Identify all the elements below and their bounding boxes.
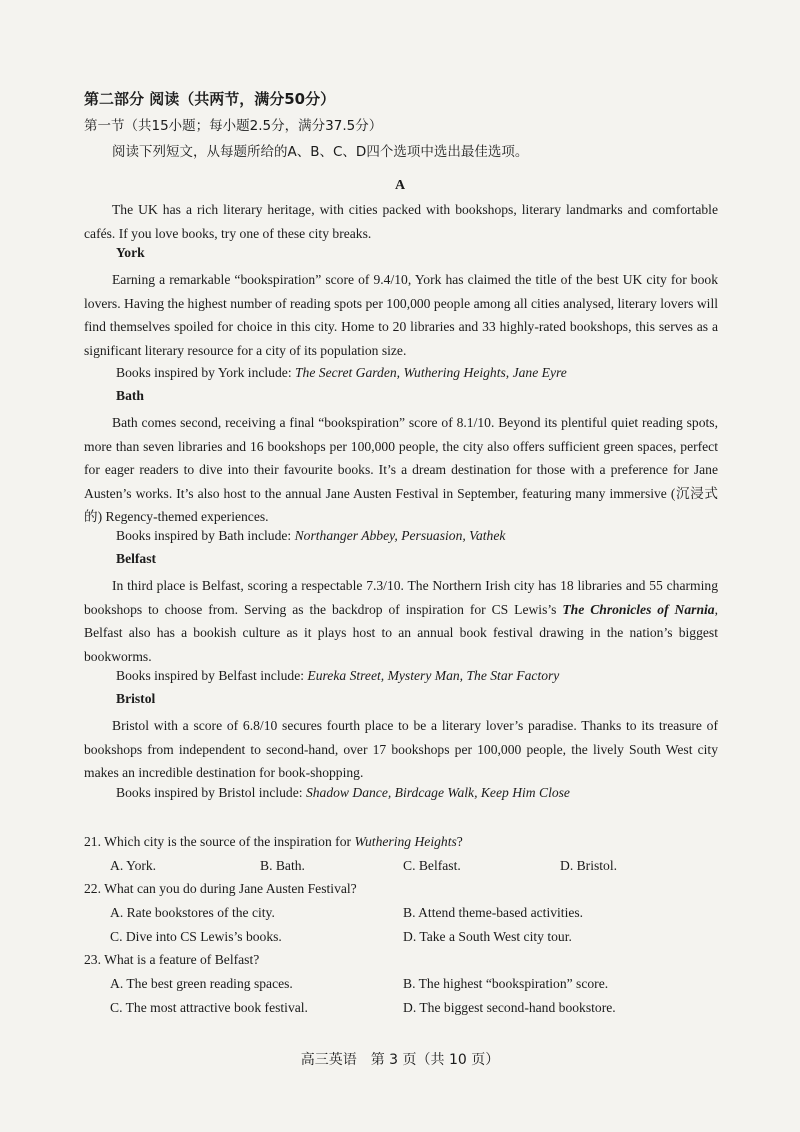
question-stem: 21. Which city is the source of the inspiration for <box>84 834 355 849</box>
option-22-d[interactable]: D. Take a South West city tour. <box>403 929 572 944</box>
city-heading-bristol: Bristol <box>116 691 156 706</box>
books-prefix: Books inspired by Bath include: <box>116 528 295 543</box>
option-21-b[interactable]: B. Bath. <box>260 858 305 873</box>
option-23-b[interactable]: B. The highest “bookspiration” score. <box>403 976 609 991</box>
question-21 <box>84 834 463 850</box>
book-title: The Chronicles of Narnia <box>562 601 715 617</box>
books-titles: Shadow Dance, Birdcage Walk, Keep Him Close <box>305 785 570 800</box>
books-titles: The Secret Garden, Wuthering Heights, Jane Eyre <box>295 365 567 380</box>
option-21-d[interactable]: D. Bristol. <box>560 858 618 873</box>
option-22-b[interactable]: B. Attend theme-based activities. <box>403 905 584 920</box>
books-belfast <box>116 668 559 684</box>
books-titles: Northanger Abbey, Persuasion, Vathek <box>294 528 506 543</box>
books-prefix: Books inspired by York include: <box>116 365 295 380</box>
question-23: 23. What is a feature of Belfast? <box>84 952 260 967</box>
books-bath <box>116 528 505 544</box>
option-21-c[interactable]: C. Belfast. <box>403 858 461 873</box>
city-heading-york: York <box>116 245 145 260</box>
page-footer: 高三英语 第 3 页（共 10 页） <box>300 1052 500 1068</box>
books-bristol <box>116 785 570 801</box>
books-prefix: Books inspired by Belfast include: <box>116 668 308 683</box>
passage-label: A <box>394 178 406 193</box>
option-23-a[interactable]: A. The best green reading spaces. <box>110 976 293 991</box>
instruction: 阅读下列短文，从每题所给的A、B、C、D四个选项中选出最佳选项。 <box>112 144 529 160</box>
books-prefix: Books inspired by Bristol include: <box>116 785 306 800</box>
option-23-d[interactable]: D. The biggest second-hand bookstore. <box>403 1000 616 1015</box>
city-body-belfast <box>84 574 718 668</box>
city-heading-bath: Bath <box>116 388 144 403</box>
city-body-bath: Bath comes second, receiving a final “bookspiration” score of 8.1/10. Beyond its plentiful quiet reading spots, more than seven libraries and 16 bookshops per 100,000 people, the city also offers sufficient green spaces, perfect for eager readers to dive into their favourite books. It’s a dream destination for those with a preference for Jane Austen’s works. It’s also host to the annual Jane Austen Festival in September, featuring many immersive (沉浸式的) Regency-themed experiences. <box>84 415 718 525</box>
option-22-c[interactable]: C. Dive into CS Lewis’s books. <box>110 929 282 944</box>
book-title: Wuthering Heights <box>354 834 457 849</box>
question-stem: ? <box>456 834 463 849</box>
option-23-c[interactable]: C. The most attractive book festival. <box>110 1000 308 1015</box>
books-york <box>116 365 567 381</box>
question-22: 22. What can you do during Jane Austen Festival? <box>84 881 357 896</box>
body-text: , Belfast also has a bookish culture as it plays host to an annual book festival drawing in the nation’s biggest bookworms. <box>84 601 719 664</box>
section-info: 第一节（共15小题；每小题2.5分，满分37.5分） <box>84 118 383 134</box>
passage-intro: The UK has a rich literary heritage, with cities packed with bookshops, literary landmarks and comfortable cafés. If you love books, try one of these city breaks. <box>84 202 718 241</box>
part-title: 第二部分 阅读（共两节，满分50分） <box>84 90 336 108</box>
city-heading-belfast: Belfast <box>116 551 157 566</box>
books-titles: Eureka Street, Mystery Man, The Star Factory <box>307 668 560 683</box>
option-22-a[interactable]: A. Rate bookstores of the city. <box>110 905 275 920</box>
option-21-a[interactable]: A. York. <box>110 858 157 873</box>
body-text: In third place is Belfast, scoring a respectable 7.3/10. The Northern Irish city has 18 libraries and 55 charming bookshops to choose from. Serving as the backdrop of inspiration for CS Lewis’s <box>84 578 718 617</box>
city-body-bristol: Bristol with a score of 6.8/10 secures fourth place to be a literary lover’s paradise. Thanks to its treasure of bookshops from independent to second-hand, over 17 bookshops per 100,000 people, the lively South West city makes an incredible destination for book-shopping. <box>84 718 718 781</box>
city-body-york: Earning a remarkable “bookspiration” score of 9.4/10, York has claimed the title of the best UK city for book lovers. Having the highest number of reading spots per 100,000 people among all cities analysed, literary lovers will find themselves spoiled for choice in this city. Home to 20 libraries and 33 highly-rated bookshops, this serves as a significant literary resource for a city of its population size. <box>84 272 718 358</box>
